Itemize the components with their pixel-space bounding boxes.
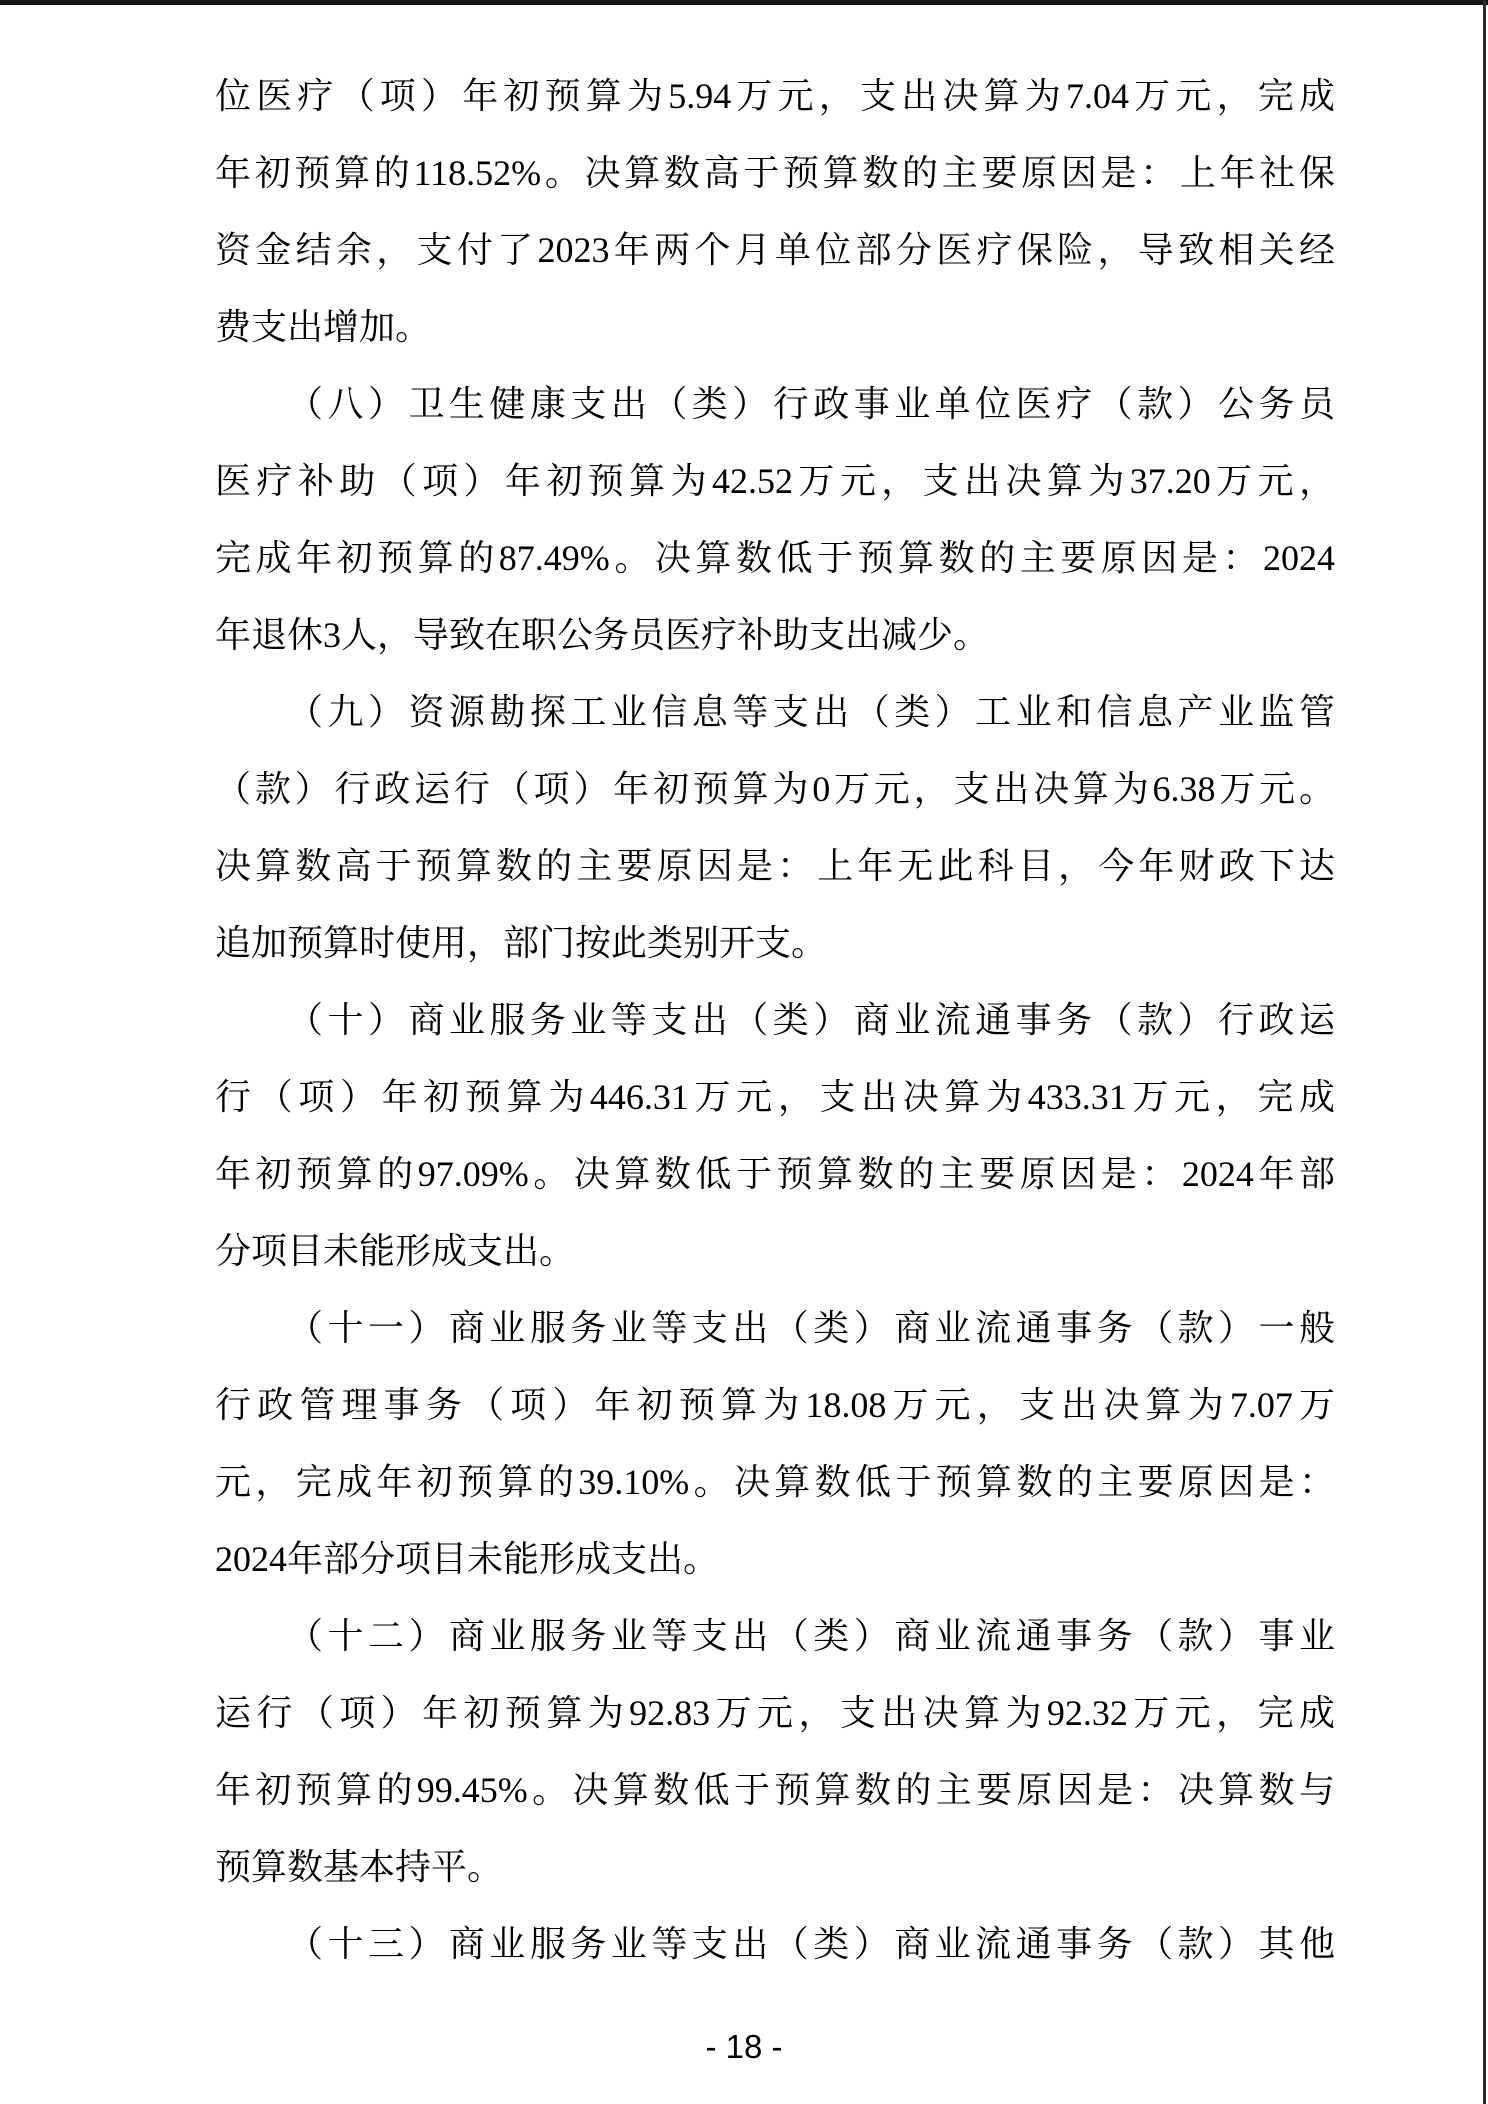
text-line: 完成年初预算的87.49%。决算数低于预算数的主要原因是：2024 bbox=[215, 538, 1335, 578]
text-line: 年初预算的97.09%。决算数低于预算数的主要原因是：2024年部 bbox=[215, 1154, 1335, 1194]
text-line: 年退休3人，导致在职公务员医疗补助支出减少。 bbox=[215, 615, 990, 655]
text-line: 资金结余，支付了2023年两个月单位部分医疗保险，导致相关经 bbox=[215, 230, 1335, 270]
text-line: 元，完成年初预算的39.10%。决算数低于预算数的主要原因是： bbox=[215, 1462, 1335, 1502]
text-line: 决算数高于预算数的主要原因是：上年无此科目，今年财政下达 bbox=[215, 846, 1335, 886]
text-line: 预算数基本持平。 bbox=[215, 1847, 504, 1887]
text-line: （十三）商业服务业等支出（类）商业流通事务（款）其他 bbox=[287, 1924, 1335, 1964]
text-line: 费支出增加。 bbox=[215, 307, 432, 347]
page-number: - 18 - bbox=[705, 2028, 783, 2065]
text-line: 年初预算的118.52%。决算数高于预算数的主要原因是：上年社保 bbox=[215, 153, 1335, 193]
text-line: （九）资源勘探工业信息等支出（类）工业和信息产业监管 bbox=[287, 692, 1335, 732]
text-line: 追加预算时使用，部门按此类别开支。 bbox=[215, 923, 828, 963]
text-line: （十二）商业服务业等支出（类）商业流通事务（款）事业 bbox=[287, 1616, 1335, 1656]
text-line: 年初预算的99.45%。决算数低于预算数的主要原因是：决算数与 bbox=[215, 1770, 1335, 1810]
text-line: 行（项）年初预算为446.31万元，支出决算为433.31万元，完成 bbox=[215, 1077, 1335, 1117]
text-line: 医疗补助（项）年初预算为42.52万元，支出决算为37.20万元， bbox=[215, 461, 1335, 501]
text-line: 运行（项）年初预算为92.83万元，支出决算为92.32万元，完成 bbox=[215, 1693, 1335, 1733]
text-line: （款）行政运行（项）年初预算为0万元，支出决算为6.38万元。 bbox=[215, 769, 1335, 809]
text-line: （十）商业服务业等支出（类）商业流通事务（款）行政运 bbox=[287, 1000, 1335, 1040]
text-line: 2024年部分项目未能形成支出。 bbox=[215, 1539, 720, 1579]
document-body bbox=[215, 58, 1335, 1983]
text-line: （十一）商业服务业等支出（类）商业流通事务（款）一般 bbox=[287, 1308, 1335, 1348]
page-footer bbox=[0, 2028, 1488, 2066]
page-top-edge-artifact bbox=[0, 0, 1488, 5]
text-line: 分项目未能形成支出。 bbox=[215, 1231, 576, 1271]
text-line: 行政管理事务（项）年初预算为18.08万元，支出决算为7.07万 bbox=[215, 1385, 1335, 1425]
text-line: 位医疗（项）年初预算为5.94万元，支出决算为7.04万元，完成 bbox=[215, 76, 1335, 116]
page-right-edge-artifact bbox=[1483, 0, 1486, 2104]
text-line: （八）卫生健康支出（类）行政事业单位医疗（款）公务员 bbox=[287, 384, 1335, 424]
